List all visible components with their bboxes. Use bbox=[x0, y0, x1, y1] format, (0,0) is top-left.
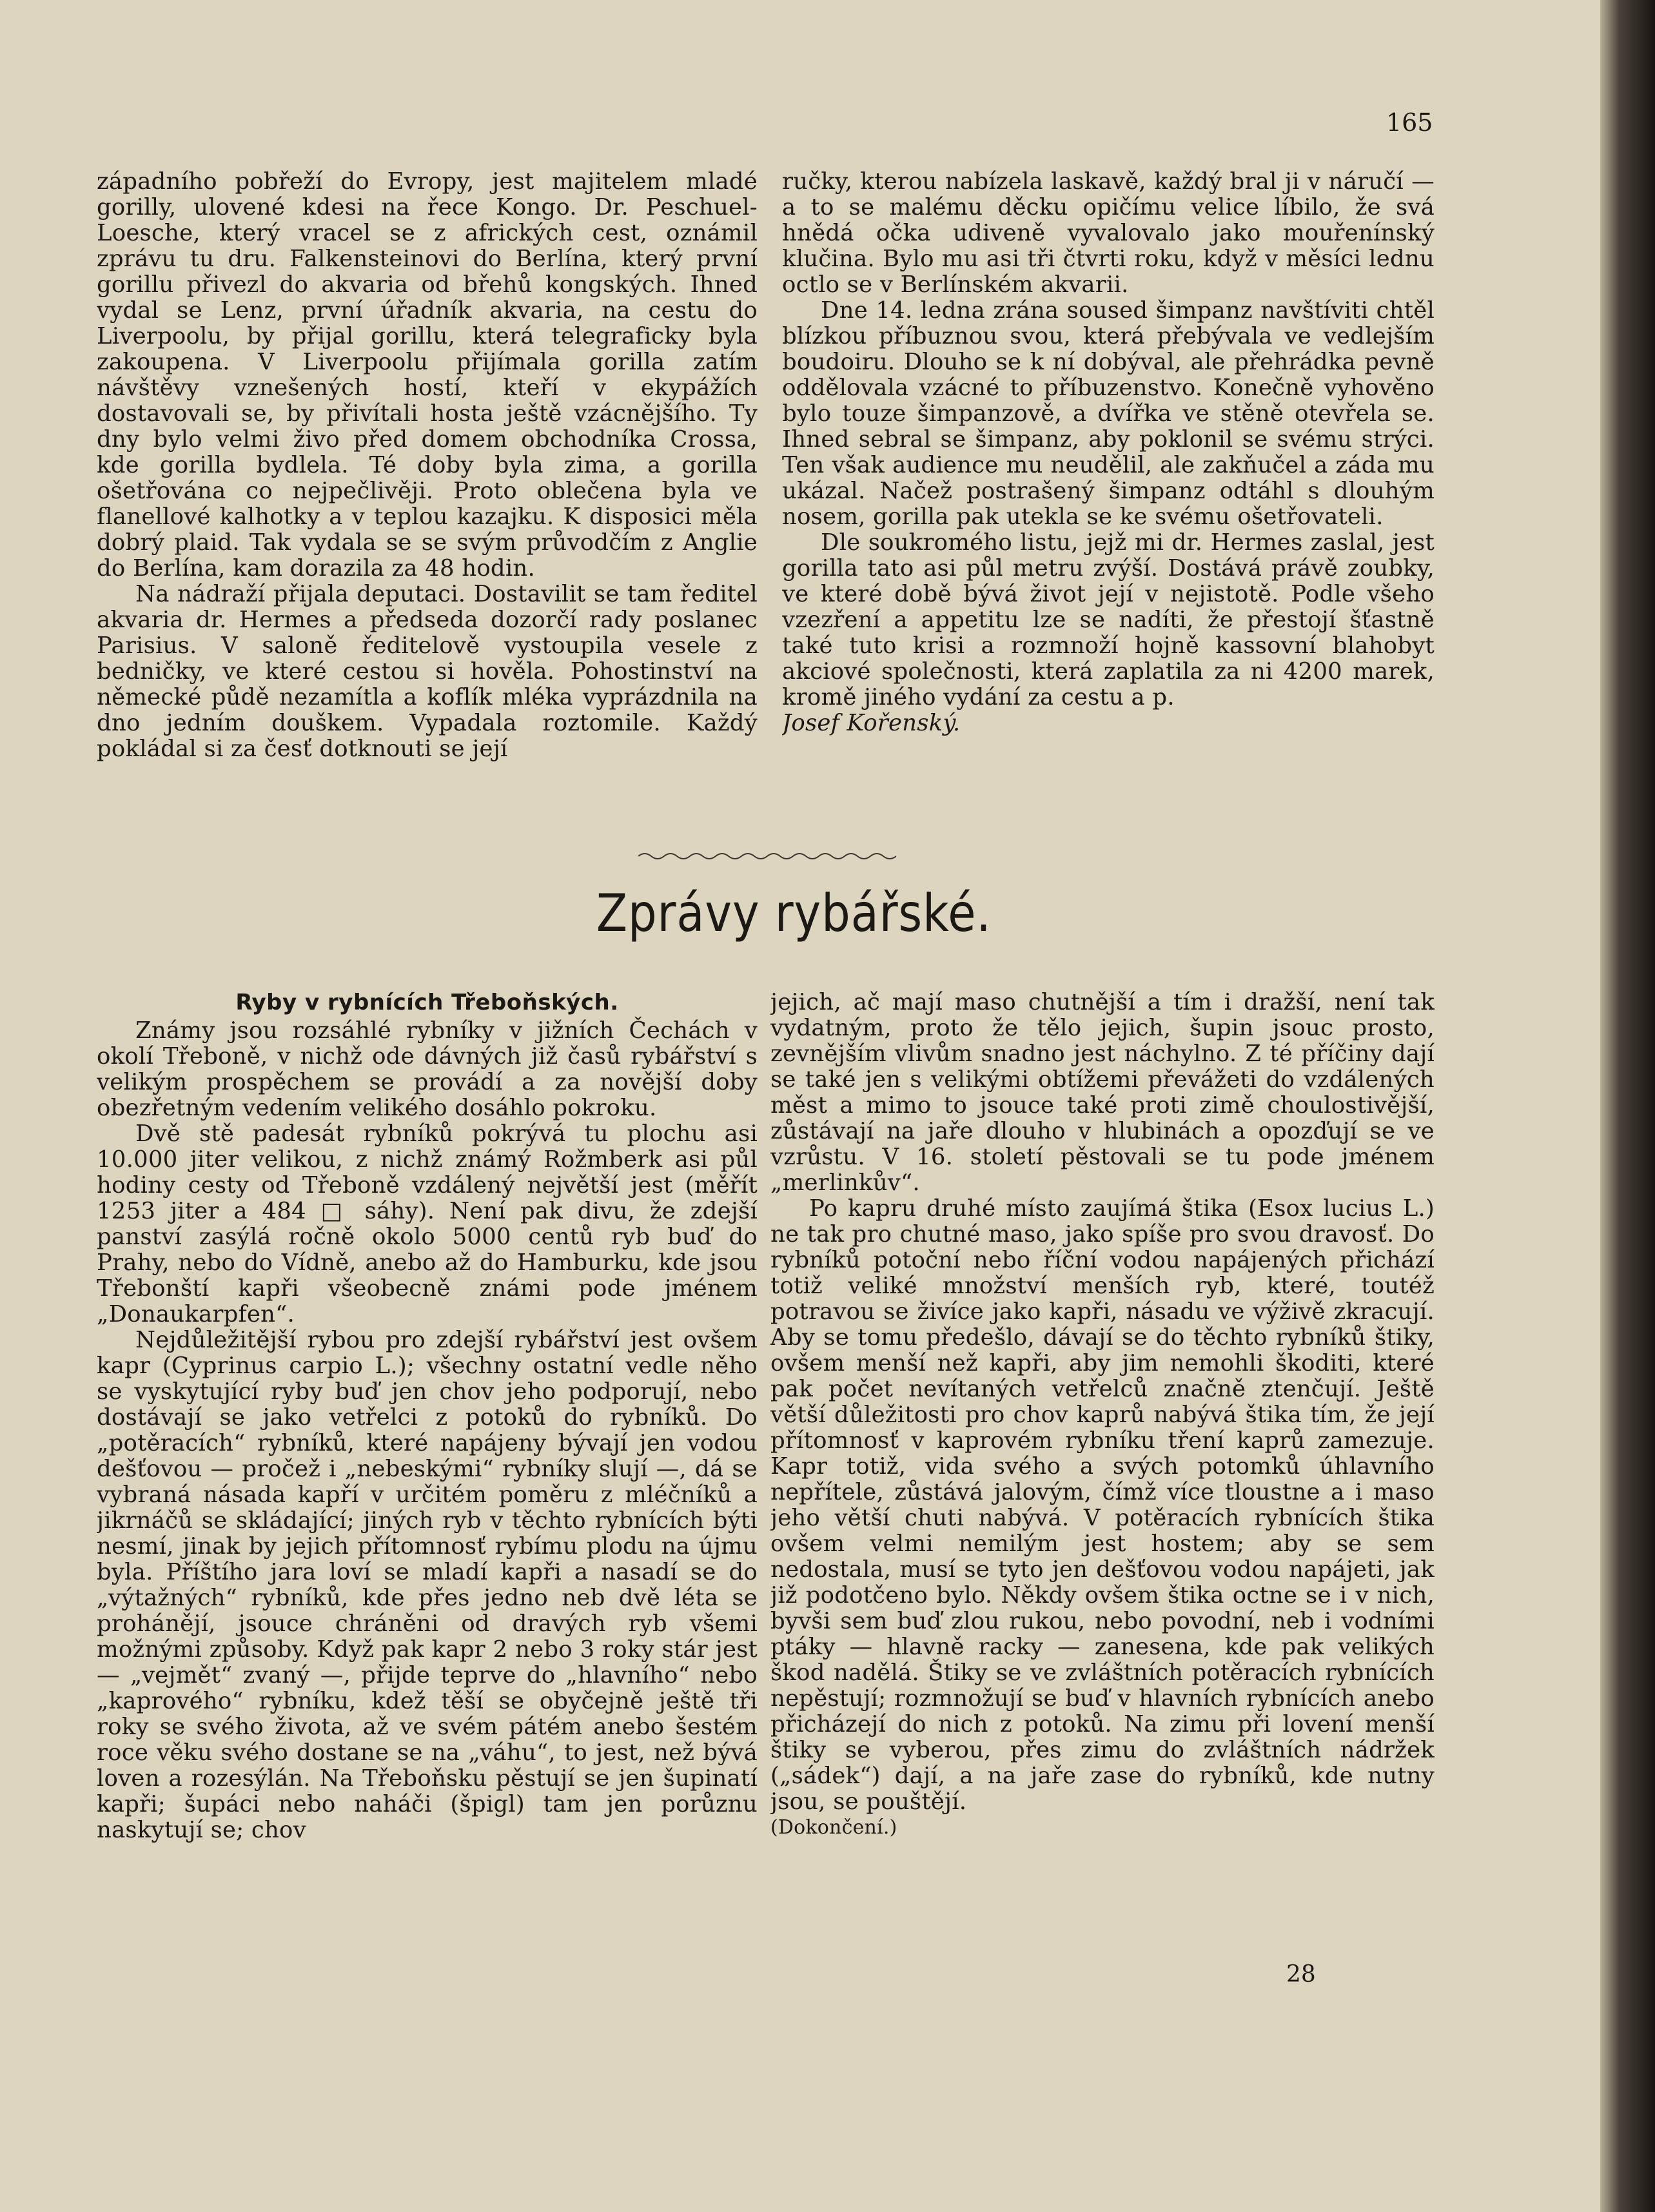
author-signature: Josef Kořenský. bbox=[782, 710, 961, 736]
wavy-divider-ornament bbox=[638, 850, 896, 863]
continued-note: (Dokončení.) bbox=[770, 1816, 897, 1839]
paragraph: Dne 14. ledna zrána soused šimpanz navštíviti chtěl blízkou příbuznou svou, která přebývala ve vedlejším boudoiru. Dlouho se k ní dobýval, ale přehrádka pevně oddělovala vzácné to příbuzenstvo. Konečně vyhověno bylo touze šimpanzově, a dvířka ve stěně otevřela se. Ihned sebral se šimpanz, aby poklonil se svému strýci. Ten však audience mu neudělil, ale zakňučel a záda mu ukázal. Načež postrašený šimpanz odtáhl s dlouhým nosem, gorilla pak utekla se ke svému ošetřovateli. bbox=[782, 297, 1435, 530]
top-right-column bbox=[782, 169, 1435, 833]
page-number: 165 bbox=[1386, 108, 1433, 137]
section-title: Zprávy rybářské. bbox=[596, 883, 992, 943]
paragraph: Dle soukromého listu, jejž mi dr. Hermes zaslal, jest gorilla tato asi půl metru zvýší. Dostává právě zoubky, ve které době bývá život její v nejistotě. Podle všeho vzezření a appetitu lze se nadíti, že přestojí šťastně také tuto krisi a rozmnoží hojně kassovní blahobyt akciové společnosti, která zaplatila za ni 4200 marek, kromě jiného vydání za cestu a p. bbox=[782, 529, 1435, 710]
paragraph: ručky, kterou nabízela laskavě, každý bral ji v náručí — a to se malému děcku opičímu velice líbilo, že svá hnědá očka udiveně vyvalovalo jako mouřenínský klučina. Bylo mu asi tři čtvrti roku, když v měsíci lednu octlo se v Berlínském akvarii. bbox=[782, 169, 1435, 298]
scanned-page-edge bbox=[1600, 0, 1655, 2212]
paragraph: Známy jsou rozsáhlé rybníky v jižních Čechách v okolí Třeboně, v nichž ode dávných již časů rybářství s velikým prospěchem se provádí a za novější doby obezřetným vedením velikého dosáhlo pokroku. bbox=[97, 1017, 758, 1121]
paragraph: západního pobřeží do Evropy, jest majitelem mladé gorilly, ulovené kdesi na řece Kongo. Dr. Peschuel-Loesche, který vracel se z afrických cest, oznámil zprávu tu dru. Falkensteinovi do Berlína, který první gorillu přivezl do akvaria od břehů kongských. Ihned vydal se Lenz, první úřadník akvaria, na cestu do Liverpoolu, by přijal gorillu, která telegraficky byla zakoupena. V Liverpoolu přijímala gorilla zatím návštěvy vznešených hostí, kteří v ekypážích dostavovali se, by přivítali hosta ještě vzácnějšího. Ty dny bylo velmi živo před domem obchodníka Crossa, kde gorilla bydlela. Té doby byla zima, a gorilla ošetřována co nejpečlivěji. Proto oblečena byla ve flanellové kalhotky a v teplou kazajku. K disposici měla dobrý plaid. Tak vydala se se svým průvodčím z Anglie do Berlína, kam dorazila za 48 hodin. bbox=[97, 169, 758, 582]
article-title: Ryby v rybnících Třeboňských. bbox=[235, 990, 619, 1015]
paragraph: Na nádraží přijala deputaci. Dostavilit se tam ředitel akvaria dr. Hermes a předseda dozorčí rady poslanec Parisius. V saloně ředitelově vystoupila vesele z bedničky, ve které cestou si hověla. Pohostinství na německé půdě nezamítla a koflík mléka vyprázdnila na dno jedním douškem. Vypadala roztomile. Každý pokládal si za česť dotknouti se její bbox=[97, 581, 758, 762]
paragraph: jejich, ač mají maso chutnější a tím i dražší, není tak vydatným, proto že tělo jejich, šupin jsouc prosto, zevnějším vlivům snadno jest náchylno. Z té příčiny dají se také jen s velikými obtížemi převážeti do vzdálených měst a mimo to jsouce také proti zimě choulostivější, zůstávají na jaře dlouho v hlubinách a opozďují se ve vzrůstu. V 16. století pěstovali se tu pode jménem „merlinkův“. bbox=[770, 990, 1435, 1196]
sheet-number: 28 bbox=[1286, 1961, 1316, 1988]
paragraph: Dvě stě padesát rybníků pokrývá tu plochu asi 10.000 jiter velikou, z nichž známý Rožmberk asi půl hodiny cesty od Třeboně vzdálený největší jest (měřít 1253 jiter a 484 □ sáhy). Není pak divu, že zdejší panství zasýlá ročně okolo 5000 centů ryb buď do Prahy, nebo do Vídně, anebo až do Hamburku, kde jsou Třebonští kapři všeobecně známi pode jménem „Donaukarpfen“. bbox=[97, 1121, 758, 1327]
bottom-left-column bbox=[97, 990, 758, 2015]
paragraph: Nejdůležitější rybou pro zdejší rybářství jest ovšem kapr (Cyprinus carpio L.); všechny ostatní vedle něho se vyskytující ryby buď jen chov jeho podporují, nebo dostávají se jako vetřelci z potoků do rybníků. Do „potěracích“ rybníků, které napájeny bývají jen vodou dešťovou — pročež i „nebeskými“ rybníky slují —, dá se vybraná násada kapří v určitém poměru z mléčníků a jikrnáčů se skládající; jiných ryb v těchto rybnících býti nesmí, jinak by jejich přítomnosť rybímu plodu na újmu byla. Příštího jara loví se mladí kapři a nasadí se do „výtažných“ rybníků, kde přes jedno neb dvě léta se prohánějí, jsouce chráněni od dravých ryb všemi možnými způsoby. Když pak kapr 2 nebo 3 roky stár jest — „vejmět“ zvaný —, přijde teprve do „hlavního“ nebo „kaprového“ rybníku, kdež těší se obyčejně ještě tři roky se svého života, až ve svém pátém anebo šestém roce věku svého dostane se na „váhu“, to jest, než bývá loven a rozesýlán. Na Třeboňsku pěstují se jen šupinatí kapři; šupáci nebo naháči (špigl) tam jen porůznu naskytují se; chov bbox=[97, 1327, 758, 1843]
top-left-column bbox=[97, 169, 758, 820]
bottom-right-column bbox=[770, 990, 1435, 2034]
paragraph: Po kapru druhé místo zaujímá štika (Esox lucius L.) ne tak pro chutné maso, jako spíše pro svou dravosť. Do rybníků potoční nebo říční vodou napájených přichází totiž veliké množství menších ryb, které, toutéž potravou se živíce jako kapři, násadu ve výživě zkracují. Aby se tomu předešlo, dávají se do těchto rybníků štiky, ovšem menší než kapři, aby jim nemohli škoditi, které pak počet nevítaných vetřelců značně ztenčují. Ještě větší důležitosti pro chov kaprů nabývá štika tím, že její přítomnosť v kaprovém rybníku tření kaprů zamezuje. Kapr totiž, vida svého a svých potomků úhlavního nepřítele, zůstává jalovým, čímž více tloustne a i maso jeho větší chuti nabývá. V potěracích rybnících štika ovšem velmi nemilým jest hostem; aby se sem nedostala, musí se tyto jen dešťovou vodou napájeti, jak již podotčeno bylo. Někdy ovšem štika octne se i v nich, byvši sem buď zlou rukou, nebo povodní, neb i vodními ptáky — hlavně racky — zanesena, kde pak velikých škod nadělá. Štiky se ve zvláštních potěracích rybnících nepěstují; rozmnožují se buď v hlavních rybnících anebo přicházejí do nich z potoků. Na zimu při lovení menší štiky se vyberou, přes zimu do zvláštních nádržek („sádek“) dají, a na jaře zase do rybníků, kde nutny jsou, se pouštějí. bbox=[770, 1195, 1435, 1815]
